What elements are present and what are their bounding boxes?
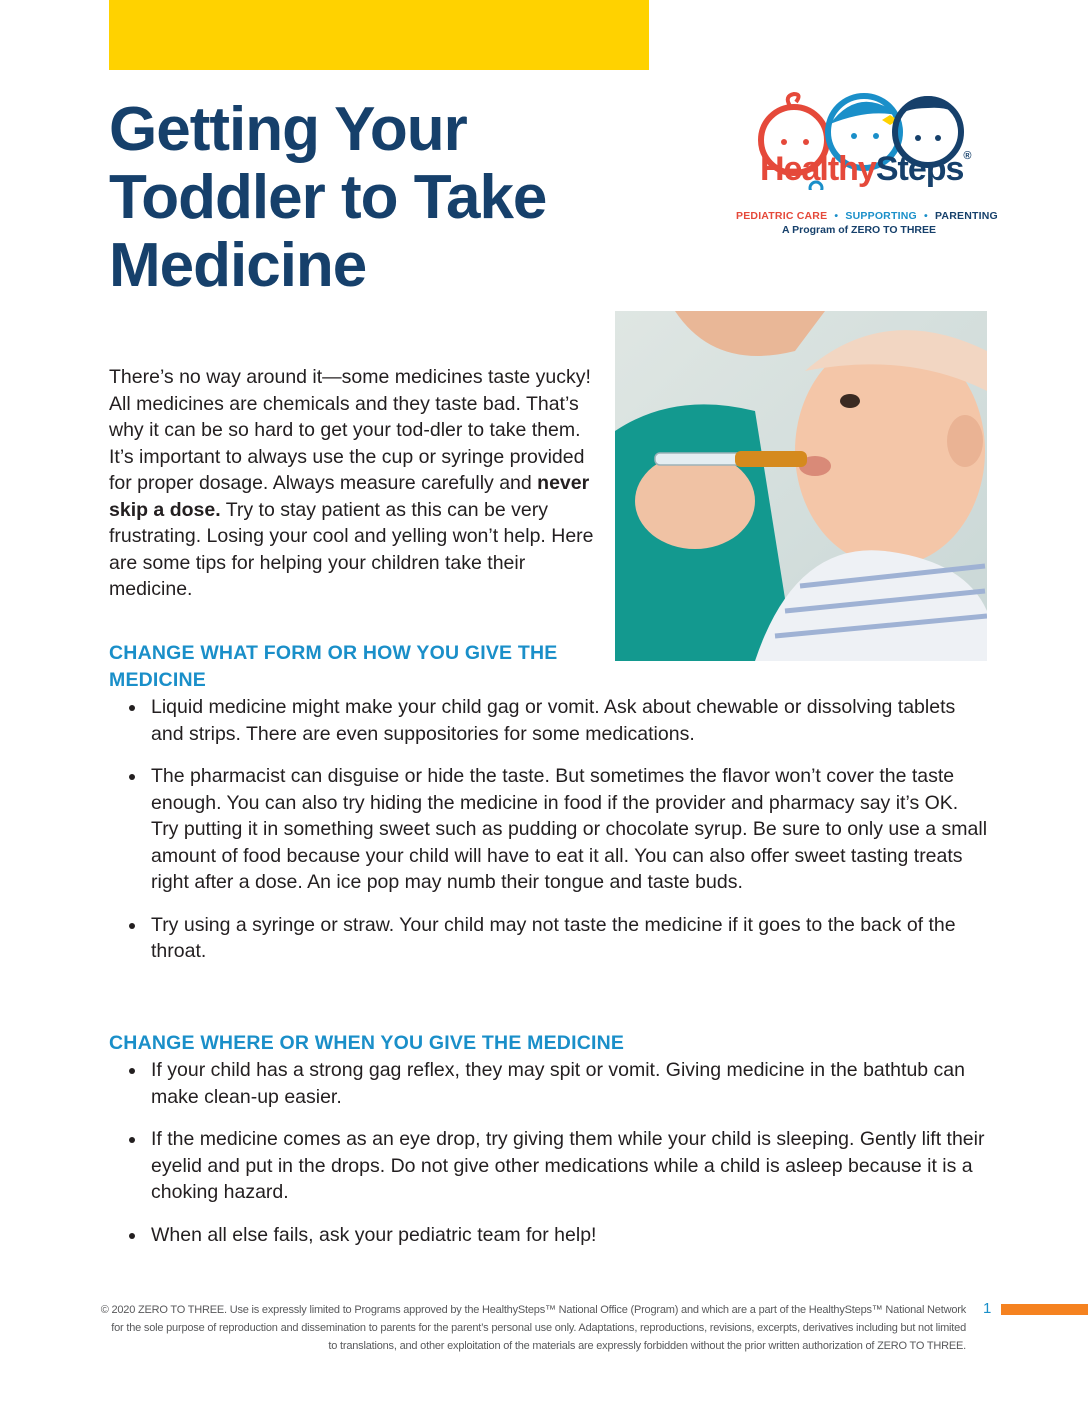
title-line-2: Toddler to Take (109, 163, 547, 232)
logo-wordmark (760, 150, 971, 189)
title-line-3: Medicine (109, 231, 367, 300)
page-number: 1 (983, 1300, 992, 1317)
intro-emphasis: never skip a dose. (109, 472, 590, 521)
list-item: Liquid medicine might make your child gag or vomit. Ask about chewable or dissolving tablets and strips. There are even suppositories for some medications. (109, 694, 989, 747)
tagline-separator: • (923, 210, 928, 222)
list-item: Try using a syringe or straw. Your child may not taste the medicine if it goes to the back of the throat. (109, 912, 989, 965)
section-heading-form: CHANGE WHAT FORM OR HOW YOU GIVE THE MEDICINE (109, 642, 558, 691)
logo-program-line: A Program of ZERO TO THREE (782, 224, 937, 236)
photo-toddler-taking-medicine-icon (615, 311, 987, 661)
intro-paragraph (109, 364, 601, 603)
logo-registered-mark: ® (963, 150, 971, 162)
toddler-medicine-photo (615, 311, 987, 661)
title-line-1: Getting Your (109, 95, 467, 164)
tips-list-where-when (109, 1057, 989, 1264)
list-item: If the medicine comes as an eye drop, try giving them while your child is sleeping. Gently lift their eyelid and put in the drops. Do not give other medications while a child is asleep because it is a choking hazard. (109, 1126, 989, 1206)
tips-list-form (109, 694, 989, 981)
section-heading-where-when: CHANGE WHERE OR WHEN YOU GIVE THE MEDICINE (109, 1032, 625, 1054)
tagline-parenting: PARENTING (935, 210, 998, 222)
logo-tagline (736, 210, 998, 222)
page-accent-bar (1001, 1304, 1088, 1315)
tagline-supporting: SUPPORTING (845, 210, 917, 222)
intro-text-end: Try to stay patient as this can be very frustrating. Losing your cool and yelling won’t help. Here are some tips for helping your children take their medicine. (109, 498, 594, 600)
page-title (109, 96, 629, 300)
copyright-footer: © 2020 ZERO TO THREE. Use is expressly limited to Programs approved by the HealthySteps™ National Office (Program) and which are a part of the HealthySteps™ National Network for the sole purpose of reproduction and dissemination to parents for the parent’s personal use only. Adaptations, reproductions, revisions, excerpts, derivatives including but not limited to translations, and other exploitation of the materials are expressly forbidden without the prior written authorization of ZERO TO THREE. (100, 1304, 966, 1352)
intro-text-start: There’s no way around it—some medicines taste yucky! All medicines are chemicals and they taste bad. That’s why it can be so hard to get your tod-dler to take them. It’s important to always use the cup or syringe provided for proper dosage. Always measure carefully and (109, 366, 591, 494)
tagline-separator: • (834, 210, 839, 222)
list-item: The pharmacist can disguise or hide the taste. But sometimes the flavor won’t cover the taste enough. You can also try hiding the medicine in food if the provider and pharmacy say it’s OK. Try putting it in something sweet such as pudding or chocolate syrup. Be sure to only use a small amount of food because your child will have to eat it all. You can also offer sweet tasting treats right after a dose. An ice pop may numb their tongue and taste buds. (109, 763, 989, 896)
tagline-pediatric-care: PEDIATRIC CARE (736, 210, 828, 222)
logo-word-healthy: Healthy (760, 150, 876, 188)
healthysteps-logo (732, 80, 998, 240)
top-accent-bar (109, 0, 649, 70)
list-item: When all else fails, ask your pediatric team for help! (109, 1222, 989, 1249)
list-item: If your child has a strong gag reflex, they may spit or vomit. Giving medicine in the bathtub can make clean-up easier. (109, 1057, 989, 1110)
logo-word-steps: Steps (875, 150, 964, 188)
